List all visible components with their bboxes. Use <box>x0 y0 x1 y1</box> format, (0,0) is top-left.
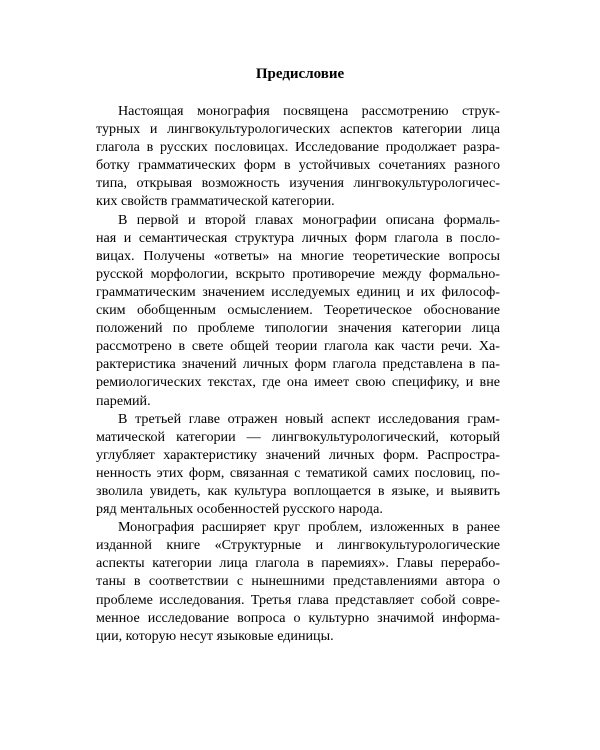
text-line: вицах. Получены «ответы» на многие теоретические вопросы <box>96 247 500 264</box>
text-line: В первой и второй главах монографии описана формаль- <box>118 211 500 228</box>
text-line: турных и лингвокультурологических аспектов категории лица <box>96 121 500 138</box>
paragraph-2 <box>96 211 500 410</box>
text-line: типа, открывая возможность изучения лингвокультурологичес- <box>96 175 500 192</box>
text-line: паремий. <box>96 392 151 409</box>
text-line: ским обобщенным осмыслением. Теоретическое обоснование <box>96 302 500 319</box>
body-text <box>96 102 500 645</box>
text-line: Настоящая монография посвящена рассмотрению струк- <box>118 103 500 119</box>
text-line: изданной книге «Структурные и лингвокультурологические <box>96 537 500 554</box>
text-line: положений по проблеме типологии значения категории лица <box>96 320 500 337</box>
text-line: таны в соответствии с нынешними представлениями автора о <box>96 573 500 590</box>
text-line: русской морфологии, вскрыто противоречие между формально- <box>96 265 500 282</box>
text-line: зволила увидеть, как культура воплощается в языке, и выявить <box>96 482 500 499</box>
text-line: матической категории — лингвокультурологический, который <box>96 428 500 445</box>
paragraph-4 <box>96 518 500 645</box>
text-line: ненность этих форм, связанная с тематикой самих пословиц, по- <box>96 464 500 481</box>
text-line: Монография расширяет круг проблем, изложенных в ранее <box>118 519 500 536</box>
text-line: ких свойств грамматической категории. <box>96 193 335 210</box>
text-line: ремиологических текстах, где она имеет свою специфику, и вне <box>96 374 500 391</box>
text-line: ная и семантическая структура личных форм глагола в посло- <box>96 229 500 246</box>
text-line: рассмотрено в свете общей теории глагола как части речи. Ха- <box>96 338 500 355</box>
text-line: В третьей главе отражен новый аспект исследования грам- <box>118 410 500 427</box>
text-line: аспекты категории лица глагола в паремиях». Главы перерабо- <box>96 555 500 572</box>
text-line: глагола в русских пословицах. Исследование продолжает разра- <box>96 139 500 156</box>
paragraph-1 <box>96 102 500 211</box>
page-title: Предисловие <box>255 66 345 82</box>
text-line: менное исследование вопроса о культурно значимой информа- <box>96 609 500 626</box>
text-line: ботку грамматических форм в устойчивых сочетаниях разного <box>96 157 500 174</box>
text-line: углубляет характеристику значений личных форм. Распростра- <box>96 446 500 463</box>
text-line: ряд ментальных особенностей русского народа. <box>96 501 383 518</box>
text-line: ции, которую несут языковые единицы. <box>96 627 334 644</box>
paragraph-3 <box>96 410 500 519</box>
text-line: грамматическим значением исследуемых единиц и их философ- <box>96 283 500 300</box>
text-line: рактеристика значений личных форм глагола представлена в па- <box>96 356 500 373</box>
text-line: проблеме исследования. Третья глава представляет собой совре- <box>96 591 500 608</box>
